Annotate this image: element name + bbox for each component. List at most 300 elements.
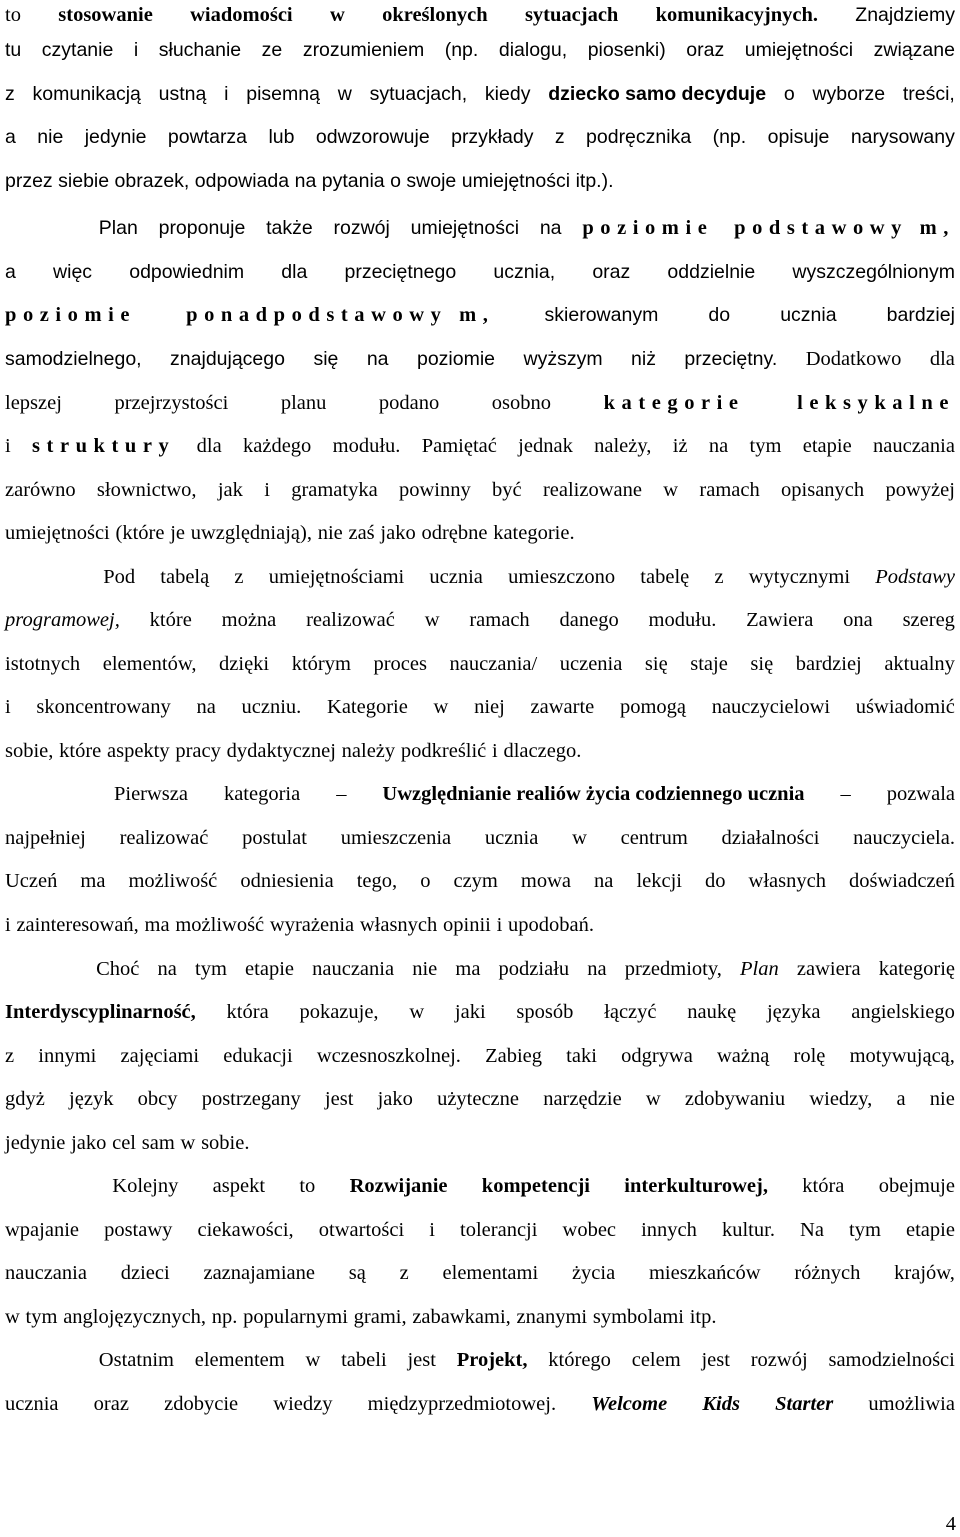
- word: treści,: [902, 83, 955, 105]
- text-line: [5, 997, 955, 1027]
- word: umieszczenia: [340, 827, 452, 849]
- word: w: [337, 83, 352, 105]
- word: zabawkami,: [412, 1306, 511, 1328]
- word: itp.).: [575, 170, 614, 192]
- word: oddzielnie: [667, 261, 756, 283]
- word: słownictwo,: [96, 479, 197, 501]
- word: opinii: [443, 914, 491, 936]
- text-line: [5, 1171, 955, 1201]
- word: jest: [701, 1349, 730, 1371]
- word: nauczycielowi: [711, 696, 831, 718]
- word: staje: [690, 653, 728, 675]
- word: działalności: [721, 827, 820, 849]
- word: ona: [843, 609, 873, 631]
- word: nauczania: [873, 435, 955, 457]
- word: łączyć: [604, 1001, 657, 1023]
- word: jedynie: [5, 1132, 66, 1154]
- word: ucznia: [429, 566, 483, 588]
- word: która: [226, 1001, 269, 1023]
- word: postulat: [242, 827, 307, 849]
- word: w: [329, 4, 345, 26]
- text-line: [5, 213, 955, 243]
- word: innych: [641, 1219, 697, 1241]
- word: do: [705, 870, 726, 892]
- word: która: [802, 1175, 845, 1197]
- word: wyrażenia: [269, 914, 355, 936]
- word: znanymi: [516, 1306, 588, 1328]
- word: nie: [929, 1088, 955, 1110]
- word: programowej,: [5, 609, 120, 631]
- word: etapie: [906, 1219, 955, 1241]
- word: na: [366, 348, 389, 370]
- word: oraz: [592, 261, 631, 283]
- word: możliwość: [175, 914, 265, 936]
- word: należy: [341, 740, 396, 762]
- word: podziału: [498, 958, 570, 980]
- word: pokazuje,: [299, 1001, 379, 1023]
- word: podano: [378, 392, 440, 414]
- text-line: [5, 736, 955, 766]
- word: gramatyka: [291, 479, 378, 501]
- word: tu: [5, 39, 22, 61]
- word: tabelę: [640, 566, 690, 588]
- word: modułu.: [648, 609, 717, 631]
- word: ponadpodstawowy m,: [186, 304, 495, 326]
- word: Starter: [775, 1393, 834, 1415]
- word: podręcznika: [586, 126, 692, 148]
- word: jak: [217, 479, 243, 501]
- word: realizować: [306, 609, 395, 631]
- word: pomogą: [619, 696, 686, 718]
- word: kategorię: [878, 958, 955, 980]
- word: nie: [317, 522, 343, 544]
- word: w: [305, 1349, 321, 1371]
- word: Kategorie: [327, 696, 408, 718]
- word: elementów,: [102, 653, 197, 675]
- word: kategoria: [223, 783, 301, 805]
- word: realizować: [119, 827, 209, 849]
- word: w: [180, 1132, 196, 1154]
- word: istotnych: [5, 653, 81, 675]
- word: opisuje: [767, 126, 830, 148]
- word: szereg: [902, 609, 955, 631]
- word: przedmioty,: [624, 958, 722, 980]
- word: związane: [873, 39, 955, 61]
- word: a: [5, 126, 16, 148]
- text-line: [5, 518, 955, 548]
- text-line: [5, 0, 955, 30]
- word: poziomie: [5, 304, 137, 326]
- text-line: [5, 1128, 955, 1158]
- word: jako: [380, 522, 416, 544]
- word: postawy: [104, 1219, 173, 1241]
- word: ramach: [699, 479, 760, 501]
- text-line: [5, 1084, 955, 1114]
- word: jest: [407, 1349, 436, 1371]
- word: centrum: [620, 827, 688, 849]
- word: z: [5, 83, 15, 105]
- word: zdobywaniu: [684, 1088, 786, 1110]
- word: należy,: [594, 435, 652, 457]
- word: się: [644, 653, 668, 675]
- word: ucznia,: [493, 261, 556, 283]
- text-line: [5, 79, 955, 109]
- word: przykłady: [451, 126, 534, 148]
- word: więc: [53, 261, 93, 283]
- word: zawiera: [796, 958, 861, 980]
- word: tolerancji: [460, 1219, 538, 1241]
- word: samodzielności: [828, 1349, 955, 1371]
- word: sobie,: [5, 740, 54, 762]
- word: rozwój: [333, 217, 390, 239]
- word: umiejętności: [5, 522, 110, 544]
- word: przeciętnego: [344, 261, 457, 283]
- text-line: [5, 562, 955, 592]
- word: Plan: [740, 958, 779, 980]
- text-line: [5, 388, 955, 418]
- word: skierowanym: [544, 304, 659, 326]
- word: pytania: [321, 170, 385, 192]
- word: skoncentrowany: [36, 696, 171, 718]
- word: zdobycie: [164, 1393, 239, 1415]
- word: zaznajamiane: [203, 1262, 315, 1284]
- word: z: [234, 566, 244, 588]
- word: odgrywa: [621, 1045, 693, 1067]
- word: i: [5, 435, 11, 457]
- word: Zabieg: [485, 1045, 542, 1067]
- word: elementami: [442, 1262, 539, 1284]
- word: z: [399, 1262, 409, 1284]
- word: czym: [453, 870, 498, 892]
- word: tabelą: [160, 566, 210, 588]
- word: (np.: [444, 39, 479, 61]
- word: etapie: [802, 435, 852, 457]
- word: z: [714, 566, 724, 588]
- word: które: [149, 609, 192, 631]
- word: odwzorowuje: [315, 126, 430, 148]
- word: umożliwia: [868, 1393, 955, 1415]
- word: symbolami: [592, 1306, 684, 1328]
- word: popularnymi: [243, 1306, 348, 1328]
- text-line: [5, 1389, 955, 1419]
- word: tym: [849, 1219, 881, 1241]
- word: angielskiego: [851, 1001, 955, 1023]
- word: język: [69, 1088, 114, 1110]
- word: w: [409, 1001, 425, 1023]
- word: bardziej: [886, 304, 955, 326]
- word: Znajdziemy: [855, 4, 955, 26]
- word: użyteczne: [437, 1088, 520, 1110]
- word: ma: [455, 958, 481, 980]
- word: Choć: [96, 958, 140, 980]
- word: anglojęzycznych,: [63, 1306, 207, 1328]
- word: odpowiednim: [129, 261, 245, 283]
- text-line: [5, 1215, 955, 1245]
- word: można: [221, 609, 277, 631]
- word: z: [554, 126, 565, 148]
- text-line: [5, 779, 955, 809]
- word: oraz: [686, 39, 725, 61]
- word: i: [429, 1219, 435, 1241]
- word: przez: [5, 170, 53, 192]
- word: Projekt,: [456, 1349, 528, 1371]
- word: a: [896, 1088, 906, 1110]
- word: ramach: [469, 609, 530, 631]
- word: się: [750, 653, 774, 675]
- text-line: [5, 1345, 955, 1375]
- word: życia: [571, 1262, 616, 1284]
- word: kiedy: [484, 83, 531, 105]
- page-number: 4: [945, 1513, 956, 1535]
- word: innymi: [38, 1045, 97, 1067]
- word: ustną: [158, 83, 207, 105]
- word: tego,: [356, 870, 398, 892]
- word: Dodatkowo: [805, 348, 902, 370]
- text-line: [5, 300, 955, 330]
- word: jako: [71, 1132, 107, 1154]
- word: aktualny: [884, 653, 955, 675]
- word: iż: [672, 435, 688, 457]
- word: w: [5, 1306, 20, 1328]
- word: powtarza: [167, 126, 248, 148]
- word: celem: [631, 1349, 681, 1371]
- word: (np.: [712, 126, 747, 148]
- word: w: [424, 609, 440, 631]
- word: ciekawości,: [197, 1219, 294, 1241]
- text-line: [5, 823, 955, 853]
- word: stosowanie: [58, 4, 153, 26]
- word: także: [266, 217, 313, 239]
- word: i: [264, 479, 270, 501]
- word: nauczania: [5, 1262, 87, 1284]
- word: powyżej: [885, 479, 955, 501]
- word: się: [313, 348, 339, 370]
- word: sytuacjach,: [369, 83, 468, 105]
- word: uwzględniają),: [190, 522, 312, 544]
- word: w: [645, 1088, 661, 1110]
- word: ważną: [717, 1045, 770, 1067]
- text-line: [5, 866, 955, 896]
- word: wyszczególnionym: [792, 261, 955, 283]
- word: rolę: [793, 1045, 826, 1067]
- word: na: [157, 958, 177, 980]
- word: którym: [291, 653, 351, 675]
- word: samodzielnego,: [5, 348, 142, 370]
- word: pozwala: [886, 783, 955, 805]
- word: lub: [268, 126, 295, 148]
- word: aspekt: [212, 1175, 266, 1197]
- word: wczesnoszkolnej.: [316, 1045, 461, 1067]
- word: Kids: [702, 1393, 740, 1415]
- word: Pod: [103, 566, 136, 588]
- word: Ostatnim: [98, 1349, 174, 1371]
- word: nie: [37, 126, 64, 148]
- word: nauczania/: [449, 653, 538, 675]
- word: tabeli: [341, 1349, 387, 1371]
- word: na: [708, 435, 729, 457]
- word: sam: [141, 1132, 175, 1154]
- word: proponuje: [158, 217, 246, 239]
- word: gdyż: [5, 1088, 45, 1110]
- word: znajdującego: [170, 348, 285, 370]
- word: tym: [749, 435, 782, 457]
- word: komunikacyjnych.: [655, 4, 818, 26]
- word: każdego: [243, 435, 312, 457]
- word: na: [294, 170, 317, 192]
- text-line: [5, 649, 955, 679]
- text-line: [5, 1302, 955, 1332]
- text-line: [5, 1041, 955, 1071]
- word: dla: [281, 261, 308, 283]
- word: odniesienia: [240, 870, 334, 892]
- word: taki: [566, 1045, 597, 1067]
- word: być: [492, 479, 522, 501]
- word: Pierwsza: [113, 783, 188, 805]
- word: Uwzględnianie realiów życia codziennego ucznia: [382, 783, 805, 805]
- word: np.: [211, 1306, 238, 1328]
- word: obejmuje: [878, 1175, 955, 1197]
- word: ucznia: [780, 304, 837, 326]
- word: umieszczono: [508, 566, 616, 588]
- word: niej: [474, 696, 505, 718]
- word: interkulturowej,: [624, 1175, 768, 1197]
- word: ma: [144, 914, 170, 936]
- word: lepszej: [5, 392, 62, 414]
- text-line: [5, 344, 955, 374]
- word: jednak: [518, 435, 573, 457]
- word: wytycznymi: [748, 566, 851, 588]
- word: itp.: [689, 1306, 717, 1328]
- word: Uczeń: [5, 870, 58, 892]
- word: przeciętny.: [684, 348, 778, 370]
- word: jedynie: [84, 126, 147, 148]
- text-line: [5, 475, 955, 505]
- word: własnych: [748, 870, 826, 892]
- word: umiejętności: [744, 39, 854, 61]
- word: osobno: [491, 392, 552, 414]
- word: najpełniej: [5, 827, 86, 849]
- word: możliwość: [128, 870, 218, 892]
- word: Kolejny: [112, 1175, 179, 1197]
- text-line: [5, 954, 955, 984]
- word: i: [496, 914, 503, 936]
- word: upodobań.: [508, 914, 595, 936]
- word: narzędzie: [543, 1088, 622, 1110]
- word: naukę: [687, 1001, 737, 1023]
- word: niż: [631, 348, 656, 370]
- word: etapie: [245, 958, 294, 980]
- word: ma: [80, 870, 106, 892]
- word: umiejętności: [410, 217, 520, 239]
- word: motywującą,: [849, 1045, 955, 1067]
- word: dla: [929, 348, 955, 370]
- word: wiadomości: [190, 4, 293, 26]
- word: jaki: [454, 1001, 486, 1023]
- word: narysowany: [850, 126, 955, 148]
- word: –: [840, 783, 851, 805]
- word: wobec: [562, 1219, 617, 1241]
- word: słuchanie: [158, 39, 242, 61]
- word: Plan: [98, 217, 138, 239]
- word: dialogu,: [498, 39, 568, 61]
- word: odrębne: [421, 522, 488, 544]
- word: proces: [373, 653, 427, 675]
- word: uczenia: [559, 653, 623, 675]
- word: ucznia: [484, 827, 539, 849]
- word: zainteresowań,: [16, 914, 139, 936]
- word: zawarte: [530, 696, 595, 718]
- word: wyższym: [523, 348, 603, 370]
- word: oraz: [93, 1393, 129, 1415]
- word: Interdyscyplinarność,: [5, 1001, 196, 1023]
- word: i: [133, 39, 139, 61]
- word: rozwój: [750, 1349, 808, 1371]
- word: edukacji: [223, 1045, 293, 1067]
- word: to: [299, 1175, 316, 1197]
- word: w: [663, 479, 679, 501]
- text-line: [5, 166, 955, 196]
- word: otwartości: [318, 1219, 405, 1241]
- word: jako: [377, 1088, 413, 1110]
- word: sytuacjach: [524, 4, 619, 26]
- word: komunikacją: [32, 83, 141, 105]
- word: nie: [412, 958, 438, 980]
- word: określonych: [382, 4, 488, 26]
- word: sobie.: [201, 1132, 250, 1154]
- word: o: [783, 83, 795, 105]
- word: obrazek,: [114, 170, 190, 192]
- word: pracy: [175, 740, 221, 762]
- text-line: [5, 910, 955, 940]
- word: pisemną: [246, 83, 320, 105]
- word: Pamiętać: [421, 435, 497, 457]
- word: poziomie: [582, 217, 714, 239]
- word: postrzegany: [201, 1088, 301, 1110]
- word: i: [224, 83, 229, 105]
- word: Welcome: [591, 1393, 668, 1415]
- word: kompetencji: [481, 1175, 590, 1197]
- word: na: [196, 696, 216, 718]
- word: zajęciami: [120, 1045, 200, 1067]
- word: języka: [766, 1001, 821, 1023]
- word: cel: [112, 1132, 137, 1154]
- word: mowa: [520, 870, 572, 892]
- word: Rozwijanie: [349, 1175, 448, 1197]
- word: to: [5, 4, 21, 26]
- word: –: [336, 783, 347, 805]
- word: powinny: [399, 479, 471, 501]
- word: a: [5, 261, 16, 283]
- word: Na: [800, 1219, 824, 1241]
- word: aspekty: [107, 740, 170, 762]
- word: kategorie.: [493, 522, 575, 544]
- word: dla: [196, 435, 222, 457]
- word: w: [572, 827, 587, 849]
- word: i: [5, 914, 11, 936]
- word: zaś: [348, 522, 375, 544]
- word: piosenki): [587, 39, 666, 61]
- word: wpajanie: [5, 1219, 79, 1241]
- word: o: [420, 870, 431, 892]
- word: do: [708, 304, 731, 326]
- text-line: [5, 257, 955, 287]
- word: (które: [115, 522, 165, 544]
- word: są: [348, 1262, 366, 1284]
- word: kategorie: [603, 392, 745, 414]
- word: w: [433, 696, 449, 718]
- word: Podstawy: [875, 566, 955, 588]
- word: poziomie: [416, 348, 496, 370]
